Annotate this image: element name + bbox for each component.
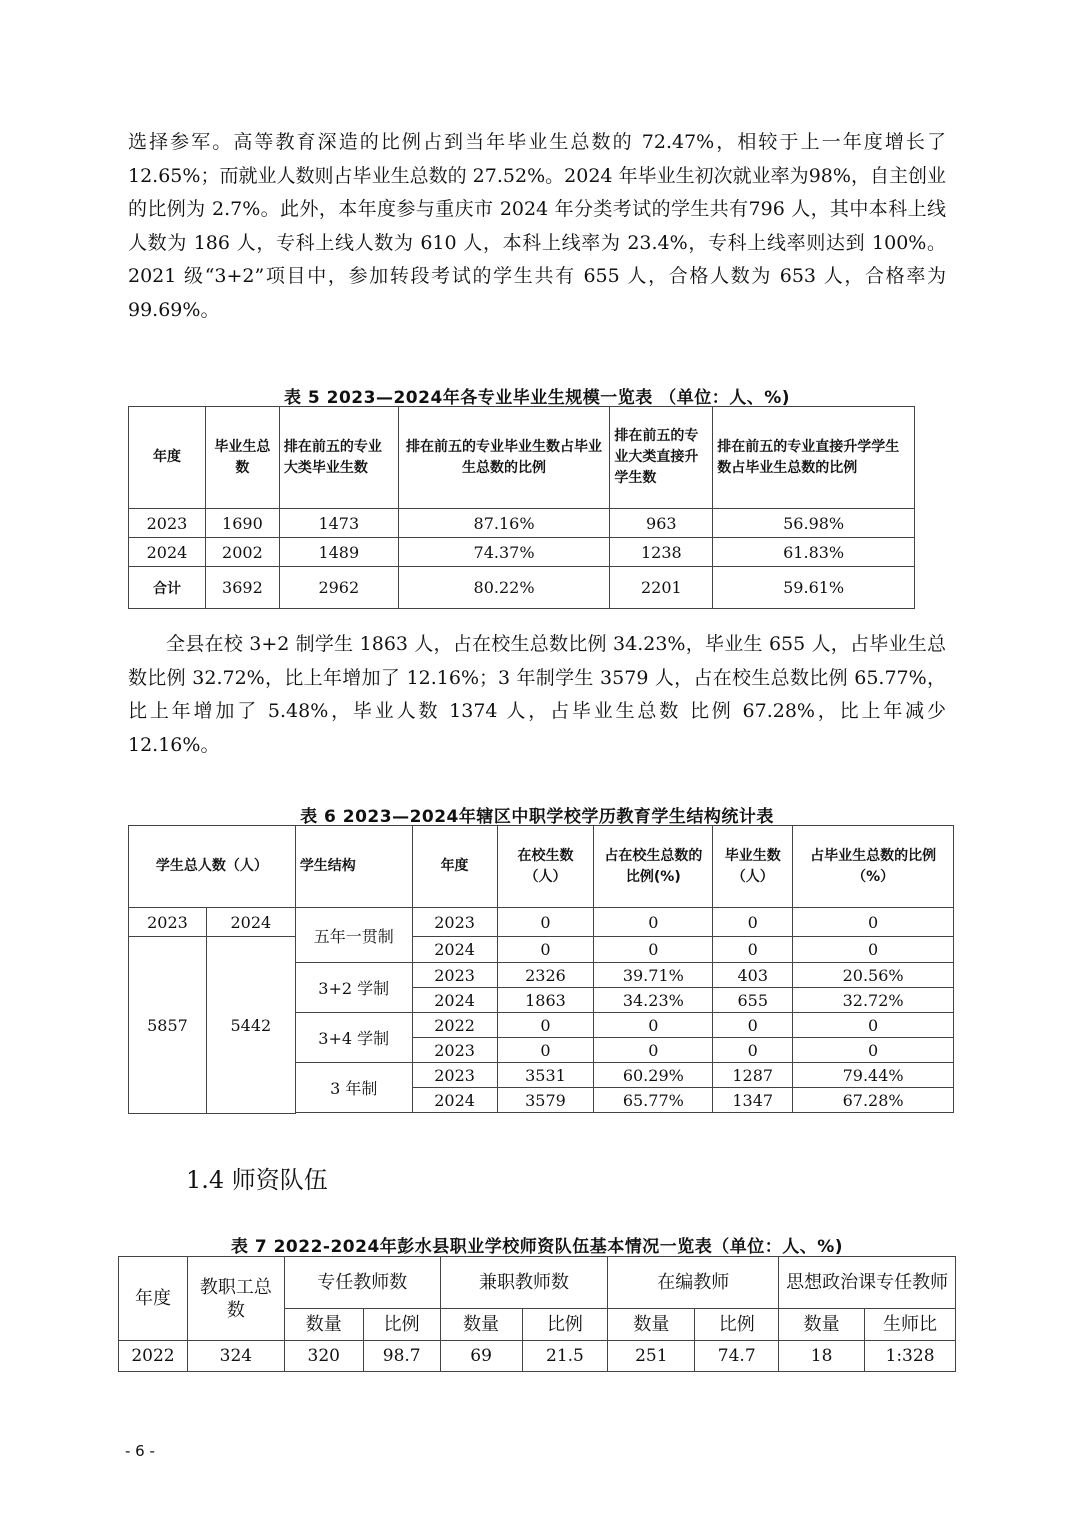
cell: 五年一贯制 (295, 908, 412, 963)
t7-subheader: 生师比 (865, 1309, 956, 1341)
cell: 0 (594, 937, 713, 963)
cell: 67.28% (793, 1088, 954, 1113)
t5-header: 排在前五的专业大类毕业生数 (279, 407, 398, 509)
cell: 2024 (412, 988, 497, 1013)
cell: 3+4 学制 (295, 1013, 412, 1063)
t5-header: 排在前五的专业大类直接升学生数 (610, 407, 713, 509)
cell: 65.77% (594, 1088, 713, 1113)
cell: 1863 (497, 988, 594, 1013)
cell: 963 (610, 509, 713, 538)
cell: 1238 (610, 538, 713, 567)
t7-subheader: 数量 (284, 1309, 363, 1341)
paragraph-2: 全县在校 3+2 制学生 1863 人，占在校生总数比例 34.23%，毕业生 655 人，占毕业生总数比例 32.72%，比上年增加了 12.16%；3 年制学生 3579 人，占在校生总数比例 65.77%，比上年增加了 5.48%，毕业人数 1374 人，占毕业生总数 比例 67.28%，比上年减少 12.16%。 (128, 633, 946, 756)
cell: 3579 (497, 1088, 594, 1113)
cell: 59.61% (713, 567, 915, 609)
cell: 324 (187, 1341, 284, 1372)
cell: 61.83% (713, 538, 915, 567)
cell: 3531 (497, 1063, 594, 1088)
cell: 98.7 (363, 1341, 440, 1372)
cell: 39.71% (594, 963, 713, 988)
cell: 74.37% (398, 538, 610, 567)
cell: 2201 (610, 567, 713, 609)
cell: 1287 (713, 1063, 793, 1088)
table6 (128, 825, 954, 1114)
cell: 21.5 (522, 1341, 608, 1372)
cell: 0 (497, 908, 594, 937)
cell: 1347 (713, 1088, 793, 1113)
cell: 0 (713, 937, 793, 963)
paragraph-1: 选择参军。高等教育深造的比例占到当年毕业生总数的 72.47%，相较于上一年度增长了 12.65%；而就业人数则占毕业生总数的 27.52%。2024 年毕业生初次就业率为98%，自主创业的比例为 2.7%。此外，本年度参与重庆市 2024 年分类考试的学生共有796 人，其中本科上线人数为 186 人，专科上线人数为 610 人，本科上线率为 23.4%，专科上线率则达到 100%。2021 级“3+2”项目中，参加转段考试的学生共有 655 人，合格人数为 653 人，合格率为 99.69%。 (128, 131, 946, 321)
cell: 0 (793, 1013, 954, 1038)
table-row (129, 567, 915, 609)
cell: 2023 (412, 908, 497, 937)
cell: 3 年制 (295, 1063, 412, 1113)
cell: 18 (779, 1341, 865, 1372)
t6-header: 在校生数（人） (497, 826, 594, 908)
cell: 320 (284, 1341, 363, 1372)
cell: 2024 (412, 1088, 497, 1113)
t5-header: 排在前五的专业毕业生数占毕业生总数的比例 (398, 407, 610, 509)
cell: 2002 (205, 538, 279, 567)
cell: 5442 (206, 937, 295, 1114)
table7-caption: 表 7 2022-2024年彭水县职业学校师资队伍基本情况一览表（单位：人、%) (230, 1237, 844, 1257)
t7-subheader: 数量 (608, 1309, 695, 1341)
cell: 2022 (119, 1341, 188, 1372)
t7-header: 兼职教师数 (440, 1257, 608, 1309)
table-row (119, 1341, 956, 1372)
cell: 1473 (279, 509, 398, 538)
cell: 0 (497, 1038, 594, 1063)
t7-header: 专任教师数 (284, 1257, 440, 1309)
t7-header: 教职工总数 (187, 1257, 284, 1341)
t7-header: 在编教师 (608, 1257, 779, 1309)
table-row (129, 509, 915, 538)
t6-header: 年度 (412, 826, 497, 908)
table-row (129, 908, 954, 937)
cell: 69 (440, 1341, 522, 1372)
cell: 20.56% (793, 963, 954, 988)
cell: 32.72% (793, 988, 954, 1013)
t6-header: 学生结构 (295, 826, 412, 908)
t7-subheader: 比例 (695, 1309, 779, 1341)
t7-subheader: 数量 (440, 1309, 522, 1341)
cell: 2023 (412, 1038, 497, 1063)
t6-header: 毕业生数（人） (713, 826, 793, 908)
cell: 1690 (205, 509, 279, 538)
page-number: - 6 - (125, 1442, 155, 1460)
cell: 2023 (129, 509, 206, 538)
cell: 0 (594, 1038, 713, 1063)
cell: 403 (713, 963, 793, 988)
cell: 0 (793, 1038, 954, 1063)
table-row (129, 937, 954, 963)
cell: 0 (713, 1038, 793, 1063)
cell: 0 (497, 937, 594, 963)
cell: 79.44% (793, 1063, 954, 1088)
t7-header: 年度 (119, 1257, 188, 1341)
cell: 2024 (412, 937, 497, 963)
t6-header: 占在校生总数的比例(%) (594, 826, 713, 908)
t7-subheader: 比例 (522, 1309, 608, 1341)
t5-header: 年度 (129, 407, 206, 509)
cell: 0 (497, 1013, 594, 1038)
cell: 合计 (129, 567, 206, 609)
cell: 0 (594, 908, 713, 937)
cell: 56.98% (713, 509, 915, 538)
cell: 0 (793, 908, 954, 937)
cell: 0 (594, 1013, 713, 1038)
t5-header: 毕业生总数 (205, 407, 279, 509)
cell: 74.7 (695, 1341, 779, 1372)
cell: 251 (608, 1341, 695, 1372)
cell: 2023 (129, 908, 207, 937)
cell: 1489 (279, 538, 398, 567)
cell: 0 (713, 908, 793, 937)
cell: 80.22% (398, 567, 610, 609)
cell: 0 (793, 937, 954, 963)
t6-header: 学生总人数（人） (129, 826, 296, 908)
cell: 5857 (129, 937, 207, 1114)
cell: 2024 (206, 908, 295, 937)
cell: 60.29% (594, 1063, 713, 1088)
cell: 3692 (205, 567, 279, 609)
cell: 2326 (497, 963, 594, 988)
cell: 2023 (412, 1063, 497, 1088)
cell: 655 (713, 988, 793, 1013)
cell: 2022 (412, 1013, 497, 1038)
t5-header: 排在前五的专业直接升学学生数占毕业生总数的比例 (713, 407, 915, 509)
table-row (129, 538, 915, 567)
table5-caption: 表 5 2023—2024年各专业毕业生规模一览表 （单位：人、%) (283, 388, 790, 408)
table5 (128, 406, 915, 609)
t7-subheader: 数量 (779, 1309, 865, 1341)
t7-header: 思想政治课专任教师 (779, 1257, 956, 1309)
table7 (118, 1256, 956, 1372)
cell: 2024 (129, 538, 206, 567)
cell: 0 (713, 1013, 793, 1038)
t7-subheader: 比例 (363, 1309, 440, 1341)
cell: 2023 (412, 963, 497, 988)
cell: 2962 (279, 567, 398, 609)
t6-header: 占毕业生总数的比例（%） (793, 826, 954, 908)
cell: 87.16% (398, 509, 610, 538)
cell: 34.23% (594, 988, 713, 1013)
cell: 3+2 学制 (295, 963, 412, 1013)
table6-caption: 表 6 2023—2024年辖区中职学校学历教育学生结构统计表 (300, 807, 774, 827)
cell: 1:328 (865, 1341, 956, 1372)
section-heading: 1.4 师资队伍 (186, 1166, 328, 1194)
